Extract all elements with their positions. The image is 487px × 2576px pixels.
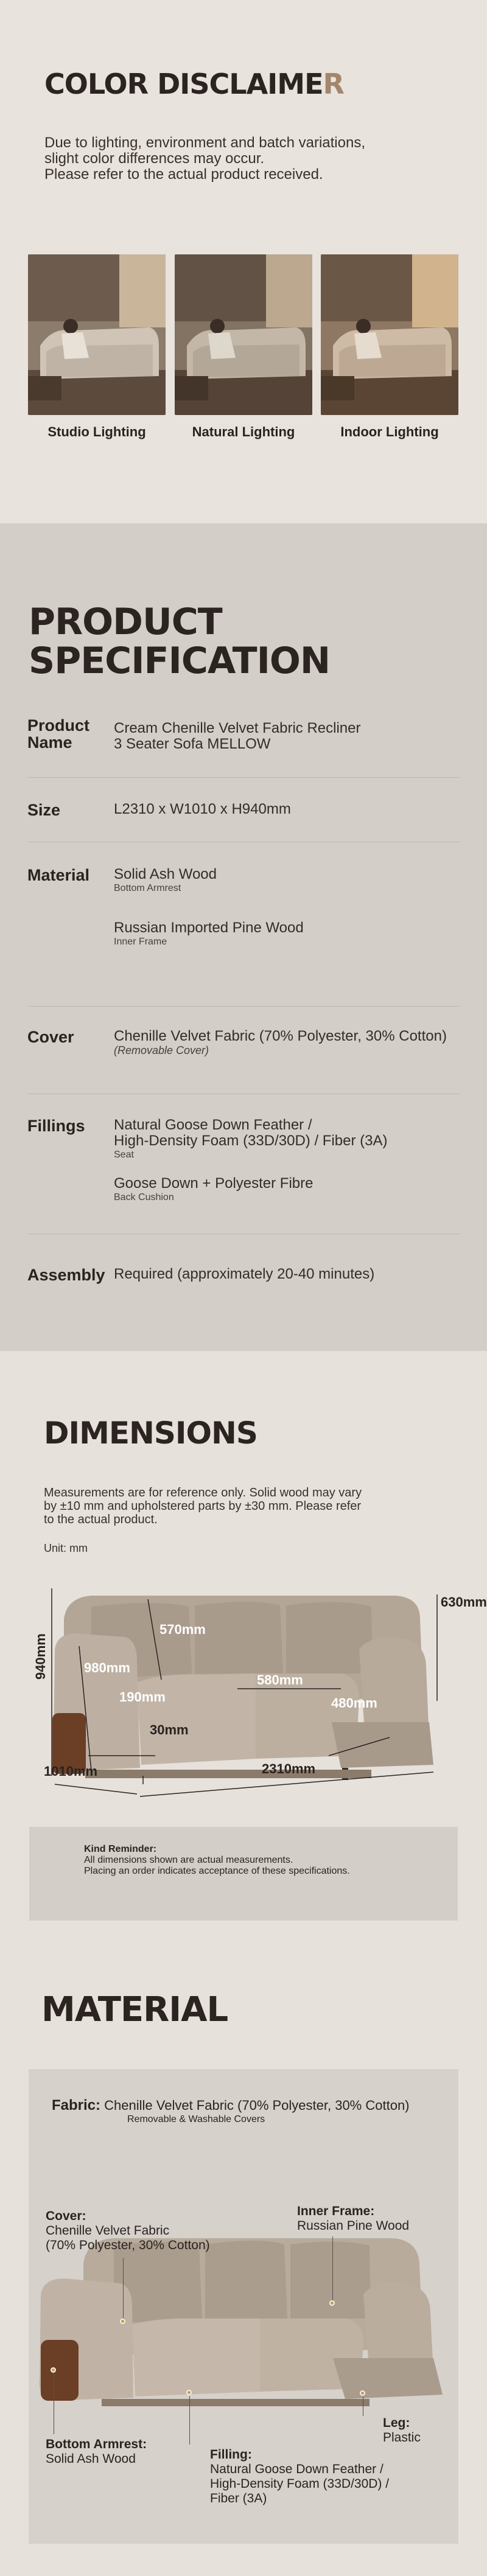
spec-value-line: Cream Chenille Velvet Fabric Recliner [114, 720, 361, 736]
spec-value [114, 1117, 467, 1204]
leg-label: Leg: [383, 2416, 410, 2430]
spec-row-cover [27, 1028, 460, 1065]
spec-label: Size [27, 801, 61, 819]
spec-label: Material [27, 866, 90, 884]
lighting-card-studio [28, 254, 166, 440]
dim-label-seat-depth: 980mm [84, 1660, 130, 1675]
spec-value-line: 3 Seater Sofa MELLOW [114, 736, 271, 752]
spec-value-line: Goose Down + Polyester Fibre [114, 1175, 314, 1192]
product-specification-section [0, 523, 487, 1351]
dim-label-arm-height: 630mm [441, 1594, 487, 1610]
studio-lighting-label: Studio Lighting [47, 424, 146, 439]
dim-label-height: 940mm [33, 1633, 48, 1680]
material-panel [29, 2069, 458, 2544]
spec-sub: (Removable Cover) [114, 1044, 209, 1056]
spec-row-material [27, 867, 460, 964]
kind-reminder-box [29, 1827, 458, 1921]
fabric-value: Chenille Velvet Fabric (70% Polyester, 30% Cotton) [104, 2098, 410, 2113]
color-disclaimer-text [44, 135, 365, 183]
filling-line: Natural Goose Down Feather / [210, 2462, 384, 2476]
spec-title-line: PRODUCT [29, 601, 222, 643]
cover-line: (70% Polyester, 30% Cotton) [46, 2238, 210, 2252]
cover-leader-line [123, 2258, 124, 2319]
material-section [0, 1972, 487, 2576]
dim-label-footrest: 480mm [331, 1695, 377, 1711]
spec-sub: Inner Frame [114, 937, 167, 947]
frame-label: Inner Frame: [297, 2204, 375, 2218]
filling-line: Fiber (3A) [210, 2491, 267, 2505]
spec-value-line: High-Density Foam (33D/30D) / Fiber (3A) [114, 1133, 388, 1149]
fabric-sub: Removable & Washable Covers [127, 2114, 265, 2124]
spec-sub: Bottom Armrest [114, 883, 181, 893]
filling-marker-dot [186, 2390, 192, 2395]
spec-value [114, 867, 467, 948]
lighting-card-indoor [321, 254, 458, 440]
dim-label-leg: 30mm [150, 1722, 189, 1737]
frame-value: Russian Pine Wood [297, 2219, 410, 2233]
spec-value-line: Russian Imported Pine Wood [114, 920, 304, 936]
filling-note [210, 2448, 389, 2506]
specification-title [29, 602, 330, 680]
spec-value [114, 721, 467, 752]
filling-leader-line [189, 2396, 190, 2445]
frame-leader-line [332, 2236, 333, 2300]
armrest-label: Bottom Armrest: [46, 2437, 147, 2451]
dim-label-depth: 1010mm [44, 1764, 98, 1779]
spec-row-assembly [27, 1266, 460, 1291]
dimensions-section [0, 1351, 487, 1972]
spec-divider [27, 777, 460, 778]
reminder-line: Placing an order indicates acceptance of these specifications. [84, 1866, 350, 1876]
reminder-line: All dimensions shown are actual measurements. [84, 1855, 293, 1865]
spec-value-line: Solid Ash Wood [114, 866, 217, 882]
disclaimer-line: slight color differences may occur. [44, 150, 265, 167]
inner-frame-note [297, 2204, 409, 2233]
sofa-material-photo [29, 2227, 458, 2410]
natural-lighting-photo [175, 254, 312, 415]
cover-label: Cover: [46, 2209, 86, 2223]
spec-divider [27, 1006, 460, 1007]
dim-label-back-height: 570mm [159, 1622, 206, 1637]
frame-marker-dot [329, 2300, 335, 2306]
spec-sub: Seat [114, 1150, 134, 1160]
spec-label: Product Name [27, 716, 90, 752]
armrest-marker-dot [51, 2367, 56, 2373]
lighting-card-natural [175, 254, 312, 440]
dim-label-seat-width: 580mm [257, 1672, 303, 1688]
color-disclaimer-section [0, 0, 487, 523]
filling-label: Filling: [210, 2448, 252, 2462]
color-disclaimer-title [44, 70, 344, 98]
filling-line: High-Density Foam (33D/30D) / [210, 2477, 390, 2491]
dim-note-line: to the actual product. [44, 1513, 158, 1526]
title-fade: R [323, 68, 344, 100]
fabric-note [52, 2097, 410, 2125]
disclaimer-line: Please refer to the actual product received. [44, 166, 323, 183]
spec-value: L2310 x W1010 x H940mm [114, 801, 291, 817]
cover-marker-dot [120, 2319, 125, 2324]
leg-value: Plastic [383, 2431, 421, 2445]
dimensions-note [44, 1486, 433, 1526]
title-main: COLOR DISCLAIME [44, 68, 323, 100]
dimensions-title: DIMENSIONS [44, 1415, 258, 1451]
dim-note-line: Measurements are for reference only. Solid wood may vary [44, 1486, 362, 1499]
dim-note-line: by ±10 mm and upholstered parts by ±30 mm. Please refer [44, 1499, 362, 1513]
dimensions-unit: Unit: mm [44, 1542, 88, 1554]
spec-row-product-name [27, 717, 460, 759]
spec-label: Cover [27, 1028, 74, 1046]
spec-value-line: Chenille Velvet Fabric (70% Polyester, 30% Cotton) [114, 1028, 447, 1044]
cover-line: Chenille Velvet Fabric [46, 2224, 170, 2238]
spec-row-size [27, 801, 460, 826]
fabric-label: Fabric: [52, 2097, 101, 2114]
dim-label-length: 2310mm [262, 1761, 316, 1776]
indoor-lighting-label: Indoor Lighting [340, 424, 439, 439]
material-title: MATERIAL [41, 1990, 228, 2030]
armrest-value: Solid Ash Wood [46, 2452, 136, 2466]
spec-label: Fillings [27, 1117, 85, 1135]
studio-lighting-photo [28, 254, 166, 415]
spec-sub: Back Cushion [114, 1192, 174, 1202]
cover-note [46, 2209, 210, 2253]
bottom-armrest-note [46, 2437, 147, 2466]
natural-lighting-label: Natural Lighting [192, 424, 295, 439]
spec-value: Required (approximately 20-40 minutes) [114, 1266, 375, 1282]
dim-label-seat-height: 190mm [119, 1689, 166, 1705]
spec-label: Assembly [27, 1266, 105, 1284]
spec-title-line: SPECIFICATION [29, 640, 331, 682]
leg-note [383, 2416, 421, 2445]
indoor-lighting-photo [321, 254, 458, 415]
disclaimer-line: Due to lighting, environment and batch variations, [44, 134, 365, 151]
spec-row-fillings [27, 1117, 460, 1221]
leg-marker-dot [360, 2390, 365, 2396]
reminder-title: Kind Reminder: [84, 1844, 157, 1854]
spec-value [114, 1028, 467, 1056]
spec-value-line: Natural Goose Down Feather / [114, 1117, 312, 1133]
